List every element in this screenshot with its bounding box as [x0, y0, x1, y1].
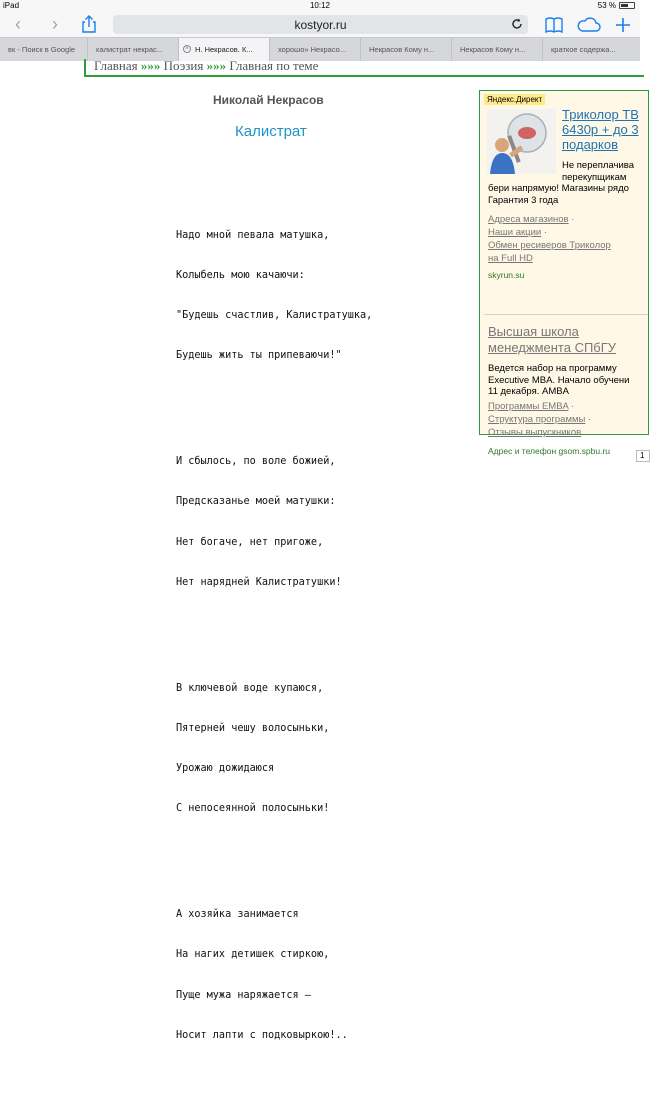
poem-stanza — [176, 655, 372, 843]
ad2-text — [488, 363, 658, 398]
poem-stanza — [176, 428, 372, 616]
url-text: kostyor.ru — [294, 18, 347, 32]
web-page — [0, 58, 645, 1041]
breadcrumb-home-link[interactable]: Главная — [94, 58, 138, 73]
breadcrumb-current-link[interactable]: Главная по теме — [229, 58, 319, 73]
ad1-link-promos[interactable]: Наши акции — [488, 227, 542, 238]
poem-stanza — [176, 202, 372, 390]
ad1-link-stores[interactable]: Адреса магазинов — [488, 214, 569, 225]
ad1-title-line: 6430р + до 3 — [562, 122, 639, 137]
ad2-text-line: 11 декабря. AMBA — [488, 386, 569, 397]
ad-header[interactable]: Яндекс.Директ — [484, 94, 545, 105]
poem-line: На нагих детишек стиркою, — [176, 949, 330, 961]
poem-line: Носит лапти с подковыркою!.. — [176, 1029, 348, 1041]
ad1-link-exchange[interactable]: Обмен ресиверов Триколор — [488, 240, 611, 251]
ad1-text-continued — [488, 183, 658, 206]
poem-line: Надо мной певала матушка, — [176, 229, 330, 241]
share-icon[interactable] — [80, 14, 98, 34]
ad1-link-fullhd[interactable]: на Full HD — [488, 253, 533, 264]
poem-author: Николай Некрасов — [213, 93, 324, 107]
ad2-domain[interactable]: gsom.spbu.ru — [558, 446, 611, 456]
bookmarks-icon[interactable] — [543, 15, 565, 35]
ad1-domain[interactable]: skyrun.su — [488, 270, 525, 280]
close-tab-icon[interactable]: × — [183, 45, 191, 53]
ad1-text-line: Гарантия 3 года — [488, 194, 559, 206]
tab-label: хорошо» Некрасо... — [278, 45, 347, 54]
ad2-title-line: менеджмента СПбГУ — [488, 340, 617, 355]
poem-line: Будешь жить ты припеваючи!" — [176, 350, 342, 362]
poem-stanza — [176, 881, 372, 1069]
tab[interactable] — [361, 38, 452, 61]
ad1-text — [562, 160, 652, 183]
new-tab-icon[interactable] — [612, 15, 634, 35]
ad2-link-reviews[interactable]: Отзывы выпускников — [488, 427, 582, 438]
address-bar[interactable] — [113, 15, 528, 34]
ad1-title-line: Триколор ТВ — [562, 107, 639, 122]
satellite-dish-image[interactable] — [487, 109, 556, 174]
ad1-text-line: бери напрямую! Магазины рядо — [488, 183, 629, 194]
ad2-text-line: Executive MBA. Начало обучени — [488, 374, 630, 386]
browser-toolbar — [0, 12, 640, 37]
battery-icon — [619, 2, 635, 9]
breadcrumb — [84, 59, 644, 77]
tab-label: Некрасов Кому н... — [460, 45, 526, 54]
poem-line: Нет нарядней Калистратушки! — [176, 576, 342, 588]
ad1-title-link[interactable] — [562, 107, 652, 152]
poem-line: Пуще мужа наряжается — — [176, 989, 311, 1001]
ad-divider — [484, 314, 648, 315]
status-bar — [0, 0, 640, 12]
poem-line: Колыбель мою качаючи: — [176, 269, 305, 281]
poem-line: С непосеянной полосыньки! — [176, 803, 330, 815]
poem-line: Пятерней чешу волосыньки, — [176, 722, 330, 734]
ad1-links: Адреса магазинов · Наши акции · Обмен ресиверов Триколор на Full HD — [488, 214, 611, 264]
tab-label: калистрат некрас... — [96, 45, 164, 54]
back-icon[interactable]: ‹ — [15, 14, 21, 34]
tab-label: краткое содержа... — [551, 45, 616, 54]
tab[interactable] — [543, 38, 639, 61]
ad2-title-line: Высшая школа — [488, 324, 579, 339]
ad1-text-line: Не переплачива — [562, 160, 635, 171]
reload-icon[interactable] — [510, 17, 524, 31]
ad2-link-programs[interactable]: Программы EMBA — [488, 401, 569, 412]
poem-line: "Будешь счастлив, Калистратушка, — [176, 310, 373, 322]
breadcrumb-separator: »»» — [206, 58, 227, 73]
poem-line: А хозяйка занимается — [176, 909, 299, 921]
breadcrumb-section-link[interactable]: Поэзия — [163, 58, 204, 73]
ad2-link-structure[interactable]: Структура программы — [488, 414, 586, 425]
icloud-tabs-icon[interactable] — [575, 15, 603, 35]
ad-badge: 1 — [636, 450, 650, 462]
poem-line: Нет богаче, нет пригоже, — [176, 536, 324, 548]
ad2-links: Программы EMBA · Структура программы · Отзывы выпускников — [488, 401, 592, 438]
battery-percent: 53 % — [597, 1, 616, 10]
ad1-text-line: перекупщикам — [562, 171, 627, 183]
tab[interactable] — [452, 38, 543, 61]
clock: 10:12 — [309, 1, 331, 10]
poem-line: В ключевой воде купаюся, — [176, 682, 324, 694]
breadcrumb-separator: »»» — [140, 58, 161, 73]
ad1-title-line: подарков — [562, 137, 618, 152]
forward-icon[interactable]: › — [52, 14, 58, 34]
tab-label: вк - Поиск в Google — [8, 45, 76, 54]
ad2-text-line: Ведется набор на программу — [488, 363, 617, 374]
poem-line: Предсказанье моей матушки: — [176, 496, 336, 508]
battery-status — [598, 1, 635, 10]
poem-line: Урожаю дожидаюся — [176, 763, 275, 775]
ad-block — [479, 90, 649, 460]
ad2-title-link[interactable] — [488, 324, 658, 356]
device-label: iPad — [3, 1, 20, 10]
poem-line: И сбылось, по воле божией, — [176, 456, 336, 468]
poem-title: Калистрат — [235, 123, 307, 140]
ad2-footer — [488, 446, 610, 456]
tab-label: Некрасов Кому н... — [369, 45, 435, 54]
tab-label: Н. Некрасов. К... — [195, 45, 253, 54]
tab[interactable] — [0, 38, 88, 61]
ad2-contacts-link[interactable]: Адрес и телефон — [488, 446, 557, 456]
poem-text — [176, 175, 372, 1108]
